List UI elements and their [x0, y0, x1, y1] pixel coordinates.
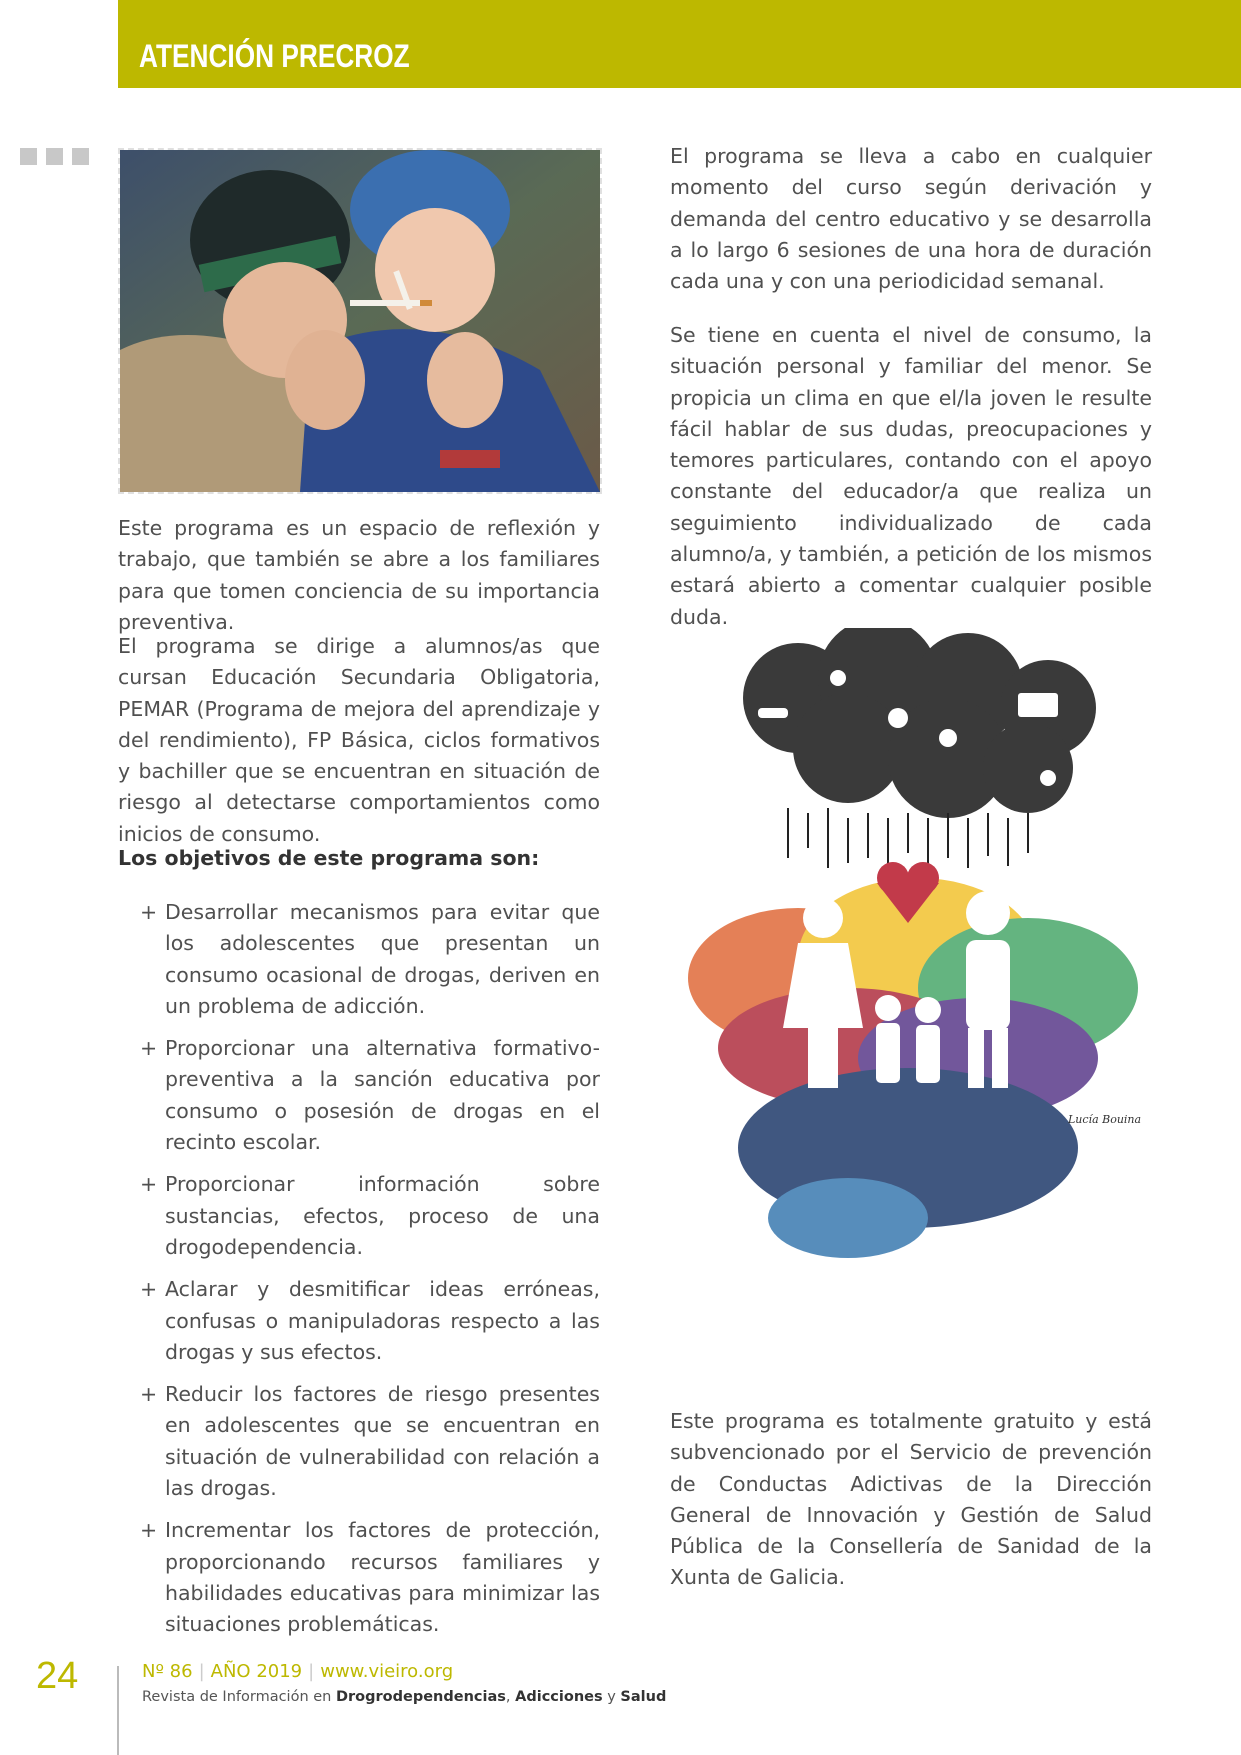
plus-icon: +	[140, 900, 158, 924]
square-icon	[20, 148, 37, 165]
square-icon	[72, 148, 89, 165]
intro-paragraph: El programa se dirige a alumnos/as que cursan Educación Secundaria Obligatoria, PEMAR (Programa de mejora del aprendizaje y del rendimiento), FP Básica, ciclos formativos y bachiller que se encuentran en situación de riesgo al detectarse comportamientos como inicios de consumo.	[118, 634, 600, 846]
list-item: + Reducir los factores de riesgo presentes en adolescentes que se encuentran en situación de vulnerabilidad con relación a las drogas.	[118, 1379, 600, 1504]
plus-icon: +	[140, 1518, 158, 1543]
website-link[interactable]: www.vieiro.org	[320, 1661, 454, 1682]
square-icon	[46, 148, 63, 165]
list-item: + Incrementar los factores de protección, proporcionando recursos familiares y habilidades educativas para minimizar las situaciones problemáticas.	[118, 1515, 600, 1640]
objectives-heading: Los objetivos de este programa son:	[118, 846, 540, 870]
list-item: + Proporcionar una alternativa formativo-preventiva a la sanción educativa por consumo o posesión de drogas en el recinto escolar.	[118, 1033, 600, 1158]
illustration-family-drugs	[648, 628, 1172, 1328]
objectives-list	[118, 897, 600, 1652]
list-item: + Aclarar y desmitificar ideas erróneas, confusas o manipuladoras respecto a las drogas y sus efectos.	[118, 1274, 600, 1368]
footer-issue-line: Nº 86 | AÑO 2019 | www.vieiro.org	[142, 1661, 454, 1682]
illustration-signature: Lucía Bouina	[1068, 1113, 1142, 1126]
right-paragraph-1: El programa se lleva a cabo en cualquier momento del curso según derivación y demanda del centro educativo y se desarrolla a lo largo 6 sesiones de una hora de duración cada una y con una periodicidad semanal.	[670, 144, 1152, 294]
list-item: + Proporcionar información sobre sustancias, efectos, proceso de una drogodependencia.	[118, 1169, 600, 1263]
right-paragraph-2: Se tiene en cuenta el nivel de consumo, la situación personal y familiar del menor. Se propicia un clima en que el/la joven le resulte fácil hablar de sus dudas, preocupaciones y temores particulares, contando con el apoyo constante del educador/a que realiza un seguimiento individualizado de cada alumno/a, y también, a petición de los mismos estará abierto a comentar cualquier posible duda.	[670, 323, 1152, 629]
right-paragraph-3: Este programa es totalmente gratuito y está subvencionado por el Servicio de prevención de Conductas Adictivas de la Dirección General de Innovación y Gestión de Salud Pública de la Consellería de Sanidad de la Xunta de Galicia.	[670, 1409, 1152, 1590]
plus-icon: +	[140, 1382, 158, 1407]
issue-year: AÑO 2019	[210, 1661, 303, 1682]
plus-icon: +	[140, 1277, 158, 1302]
page-number: 24	[36, 1655, 79, 1697]
list-item: + Desarrollar mecanismos para evitar que los adolescentes que presentan un consumo ocasional de drogas, deriven en un problema de adicción.	[118, 897, 600, 1022]
plus-icon: +	[140, 1036, 158, 1061]
section-title: ATENCIÓN PRECROZ	[139, 38, 410, 74]
journal-title: Revista de Información en Drogrodependencias, Adicciones y Salud	[142, 1689, 667, 1705]
footer-divider	[117, 1666, 119, 1755]
illustration-art	[648, 628, 1172, 1328]
issue-number: Nº 86	[142, 1661, 193, 1682]
decorative-squares	[20, 148, 89, 165]
photo-caption: Este programa es un espacio de reflexión y trabajo, que también se abre a los familiares para que tomen conciencia de su importancia preventiva.	[118, 516, 600, 634]
photo-illustration	[120, 150, 600, 492]
photo-teens-smoking	[118, 148, 602, 494]
plus-icon: +	[140, 1172, 158, 1197]
